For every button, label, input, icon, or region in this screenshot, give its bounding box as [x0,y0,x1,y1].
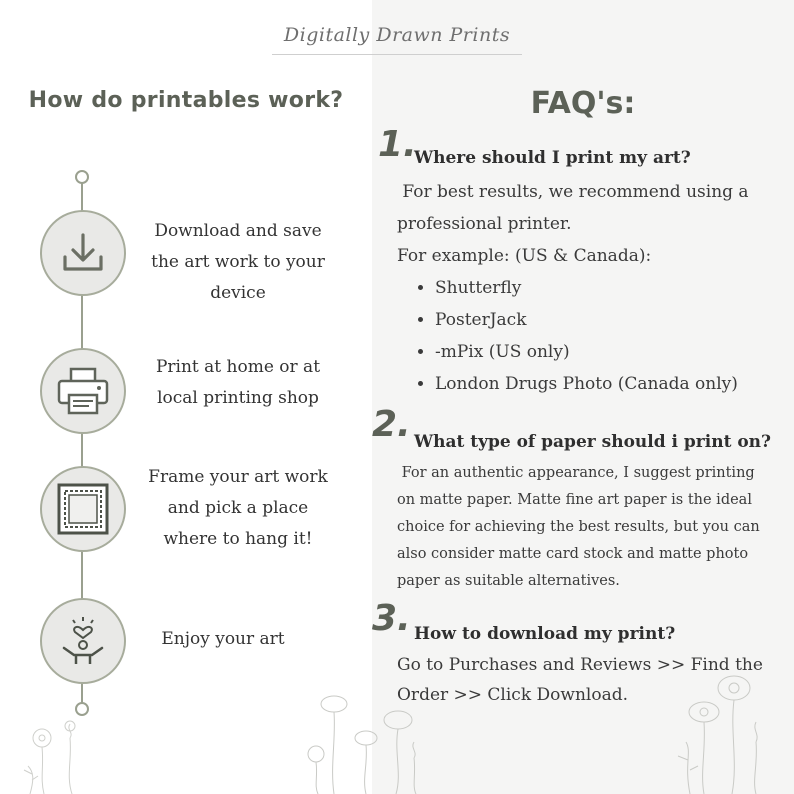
list-item: • PosterJack [435,304,787,336]
faq-answer-1: For best results, we recommend using a professional printer. For example: (US & Canada): • Shutterfly • PosterJack • -mPix (US only) • London Drugs Photo (Canada only) [397,176,787,400]
faq-question-2: What type of paper should i print on? [414,432,771,452]
brand-title: Digitally Drawn Prints [283,24,511,46]
list-item: • -mPix (US only) [435,336,787,368]
step-download-circle [40,210,126,296]
person-heart-icon [56,614,110,668]
how-it-works-heading: How do printables work? [28,88,344,113]
step-print-text: Print at home or at local printing shop [155,357,321,408]
faq-answer-3: Go to Purchases and Reviews >> Find the Order >> Click Download. [397,655,763,705]
list-item: • London Drugs Photo (Canada only) [435,368,787,400]
step-download-text: Download and save the art work to your device [151,221,325,303]
step-frame-text: Frame your art work and pick a place where to hang it! [148,467,328,549]
step-enjoy-text: Enjoy your art [161,629,285,649]
faq-number-2: 2. [372,404,411,445]
brand-underline [272,54,522,55]
faq-number-3: 3. [372,598,411,639]
printer-icon [55,365,111,417]
list-item: • Shutterfly [435,272,787,304]
step-print-circle [40,348,126,434]
floral-decoration-left [20,716,100,794]
frame-icon [56,482,110,536]
floral-decoration-center [296,690,426,794]
faq-number-1: 1. [378,124,417,165]
timeline-bottom-dot [75,702,89,716]
faq-question-1: Where should I print my art? [414,148,691,168]
timeline-top-dot [75,170,89,184]
faq-answer-2: For an authentic appearance, I suggest printing on matte paper. Matte fine art paper is the ideal choice for achieving the best results, but you can also consider matte card stock and matte photo paper as suitable alternatives. [397,465,760,589]
step-frame-circle [40,466,126,552]
printer-list [415,272,787,400]
floral-decoration-right [672,672,772,794]
download-icon [59,229,107,277]
faq-heading: FAQ's: [530,86,636,121]
faq-question-3: How to download my print? [414,624,676,644]
step-enjoy-circle [40,598,126,684]
